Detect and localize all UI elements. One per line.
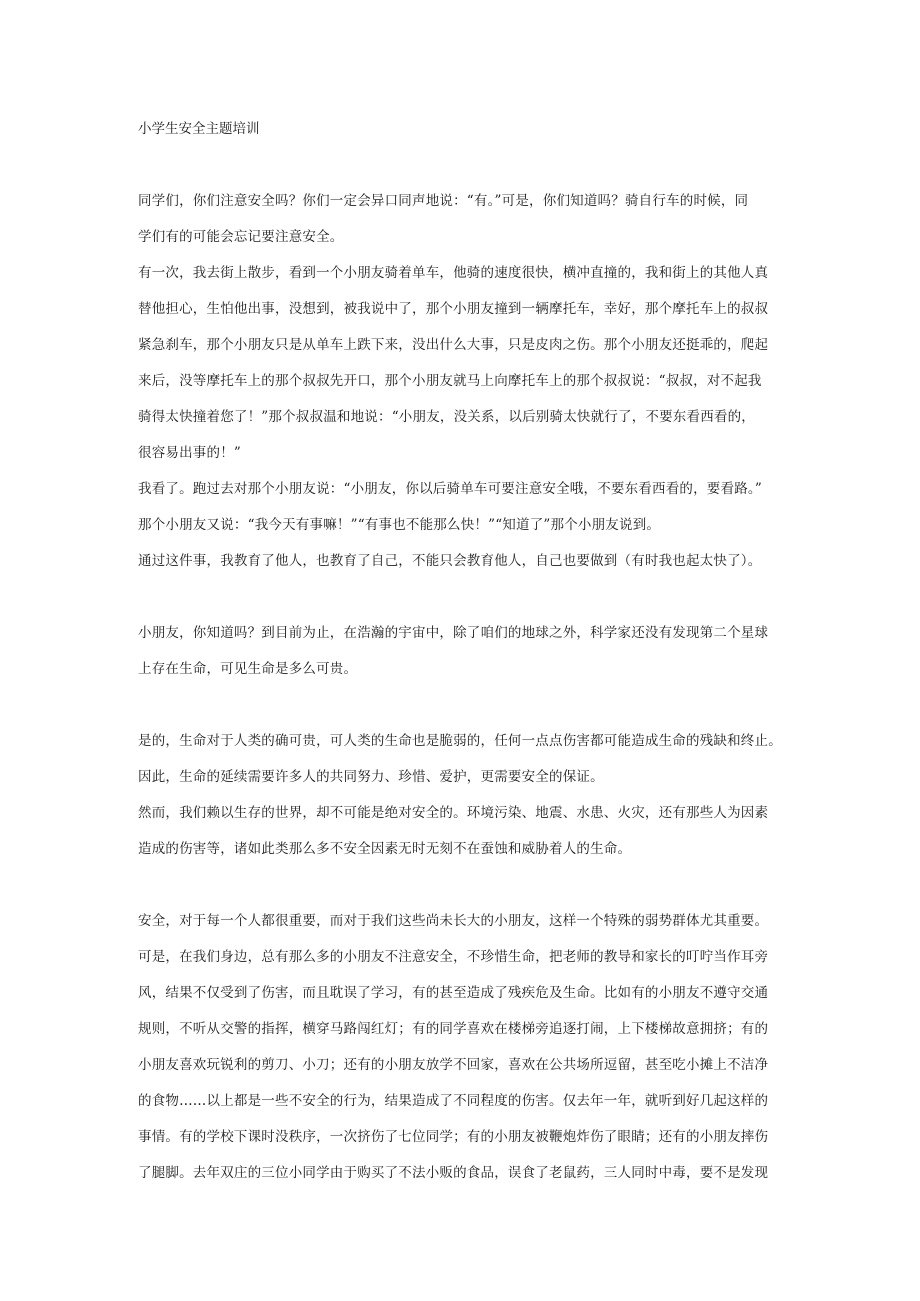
text-line: 来后，没等摩托车上的那个叔叔先开口，那个小朋友就马上向摩托车上的那个叔叔说：“叔叔，对不起我 <box>138 373 762 389</box>
text-line: 事情。有的学校下课时没秩序，一次挤伤了七位同学；有的小朋友被鞭炮炸伤了眼睛；还有的小朋友摔伤 <box>138 1129 769 1145</box>
text-line: 紧急刹车，那个小朋友只是从单车上跌下来，没出什么大事，只是皮肉之伤。那个小朋友还挺乖的，爬起 <box>138 337 769 353</box>
text-line: 有一次，我去街上散步，看到一个小朋友骑着单车，他骑的速度很快，横冲直撞的，我和街上的其他人真 <box>138 265 769 281</box>
text-line: 规则，不听从交警的指挥，横穿马路闯红灯；有的同学喜欢在楼梯旁追逐打闹，上下楼梯故意拥挤；有的 <box>138 1021 769 1037</box>
document-title: 小学生安全主题培训 <box>138 121 260 137</box>
text-line: 可是，在我们身边，总有那么多的小朋友不注意安全，不珍惜生命，把老师的教导和家长的叮咛当作耳旁 <box>138 949 769 965</box>
text-line: 很容易出事的！” <box>138 445 242 461</box>
text-line: 小朋友，你知道吗？到目前为止，在浩瀚的宇宙中，除了咱们的地球之外，科学家还没有发现第二个星球 <box>138 625 769 641</box>
text-line: 然而，我们赖以生存的世界，却不可能是绝对安全的。环境污染、地震、水患、火灾，还有那些人为因素 <box>138 805 769 821</box>
text-line: 上存在生命，可见生命是多么可贵。 <box>138 661 358 677</box>
text-line: 通过这件事，我教育了他人，也教育了自己，不能只会教育他人，自己也要做到（有时我也起太快了）。 <box>138 553 762 569</box>
text-line: 了腿脚。去年双庄的三位小同学由于购买了不法小贩的食品，误食了老鼠药，三人同时中毒，要不是发现 <box>138 1165 769 1181</box>
text-line: 那个小朋友又说：“我今天有事嘛！”“有事也不能那么快！”“知道了”那个小朋友说到。 <box>138 517 661 533</box>
text-line: 小朋友喜欢玩锐利的剪刀、小刀；还有的小朋友放学不回家，喜欢在公共场所逗留，甚至吃小摊上不洁净 <box>138 1057 769 1073</box>
text-line: 学们有的可能会忘记要注意安全。 <box>138 229 344 245</box>
text-line: 我看了。跑过去对那个小朋友说：“小朋友，你以后骑单车可要注意安全哦，不要东看西看的，要看路。” <box>138 481 762 497</box>
text-line: 风，结果不仅受到了伤害，而且耽误了学习，有的甚至造成了残疾危及生命。比如有的小朋友不遵守交通 <box>138 985 769 1001</box>
text-line: 的食物……以上都是一些不安全的行为，结果造成了不同程度的伤害。仅去年一年，就听到好几起这样的 <box>138 1093 769 1109</box>
text-line: 因此，生命的延续需要许多人的共同努力、珍惜、爱护，更需要安全的保证。 <box>138 769 604 785</box>
text-line: 造成的伤害等，诸如此类那么多不安全因素无时无刻不在蚕蚀和威胁着人的生命。 <box>138 841 632 857</box>
text-line: 骑得太快撞着您了！”那个叔叔温和地说：“小朋友，没关系，以后别骑太快就行了，不要东看西看的， <box>138 409 756 425</box>
text-line: 同学们，你们注意安全吗？你们一定会异口同声地说：“有。”可是，你们知道吗？骑自行车的时候，同 <box>138 193 749 209</box>
text-line: 安全，对于每一个人都很重要，而对于我们这些尚未长大的小朋友，这样一个特殊的弱势群体尤其重要。 <box>138 913 769 929</box>
text-line: 替他担心，生怕他出事，没想到，被我说中了，那个小朋友撞到一辆摩托车，幸好，那个摩托车上的叔叔 <box>138 301 769 317</box>
text-line: 是的，生命对于人类的确可贵，可人类的生命也是脆弱的，任何一点点伤害都可能造成生命的残缺和终止。 <box>138 733 782 749</box>
